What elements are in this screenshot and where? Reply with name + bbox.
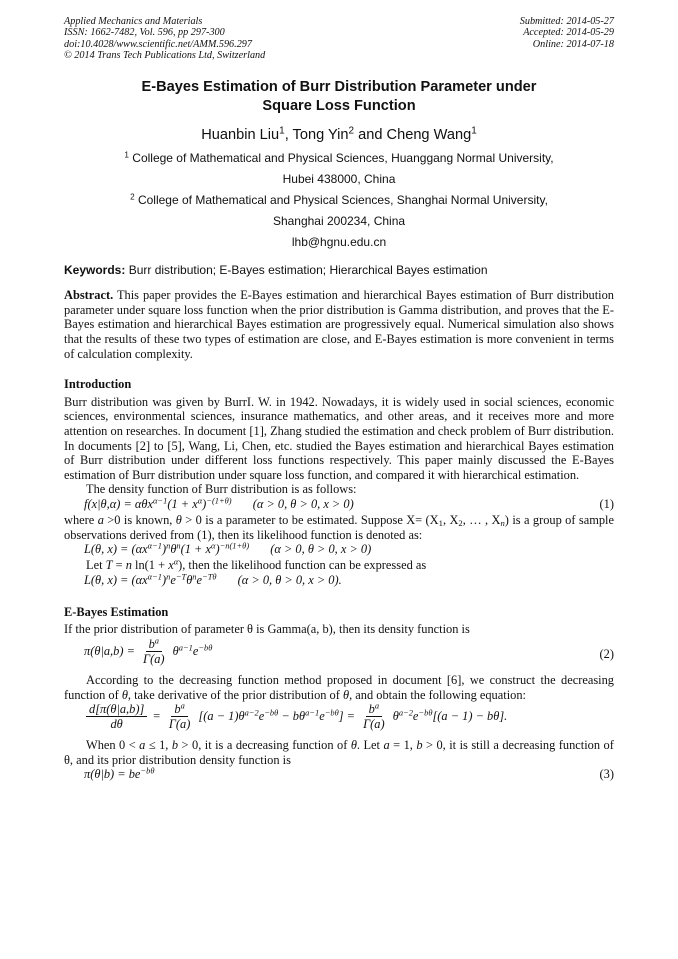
- affiliation-1-text: College of Mathematical and Physical Sciences, Huanggang Normal University,: [132, 150, 554, 165]
- prior-statement: If the prior distribution of parameter θ is Gamma(a, b), then its density function is: [64, 622, 470, 637]
- affiliation-2-text: College of Mathematical and Physical Sciences, Shanghai Normal University,: [137, 192, 548, 207]
- equation-1: $f(x|\theta,\alpha) = \alpha\theta x^{\alpha-1}(1 + x^\alpha)^{-(1+\theta)}$ (α > 0, θ > 0, x > 0) (1): [84, 495, 614, 511]
- author-1-affil: 1: [279, 125, 285, 137]
- affiliation-2-marker: 2: [130, 192, 135, 202]
- density-intro: The density function of Burr distribution is as follows:: [86, 482, 357, 497]
- author-2: Tong Yin: [292, 126, 349, 143]
- equation-3-number: (3): [599, 767, 614, 782]
- title-line-1: E-Bayes Estimation of Burr Distribution Parameter under: [141, 78, 537, 95]
- introduction-heading: Introduction: [64, 377, 132, 392]
- online-date: Online: 2014-07-18: [532, 38, 614, 50]
- introduction-paragraph: Burr distribution was given by BurrI. W. in 1942. Nowadays, it is widely used in social sciences, economic sciences, environmental sciences, insurance mathematics, and other areas, and it receives more and more attention on researches. In document [1], Zhang studied the estimation and check problem of Burr distribution. In documents [2] to [5], Wang, Li, Chen, etc. studied the Bayes estimation and hierarchical Bayes estimation of Burr distribution under different loss functions respectively. This paper mainly discussed the E-Bayes estimation of Burr distribution under square loss function, and compared it with hierarchical estimation.: [64, 394, 614, 482]
- author-2-affil: 2: [348, 125, 355, 137]
- contact-email[interactable]: lhb@hgnu.edu.cn: [291, 234, 387, 249]
- abstract-label: Abstract.: [64, 288, 114, 303]
- affiliation-2-line-2: Shanghai 200234, China: [272, 213, 406, 228]
- keywords: [64, 263, 614, 278]
- journal-issn: ISSN: 1662-7482, Vol. 596, pp 297-300: [64, 27, 225, 39]
- paper-title: [104, 78, 574, 116]
- affiliation-1-line-1: [64, 148, 614, 169]
- submission-dates: [520, 16, 614, 62]
- journal-doi: doi:10.4028/www.scientific.net/AMM.596.297: [64, 38, 252, 50]
- author-3: Cheng Wang: [386, 126, 472, 143]
- derivative-equation: $\frac{d[\pi(\theta|a,b)]}{d\theta}$ = $\frac{b^a}{\Gamma(a)}$ $[(a - 1)\theta^{a-2}e^{-b\theta} - b\theta^{a-1}e^{-b\theta}]$ = $\frac{b^a}{\Gamma(a)}$ $\theta^{a-2}e^{-b\theta}[(a - 1) - b\theta]$.: [64, 702, 614, 738]
- keywords-label: Keywords:: [64, 262, 126, 277]
- abstract-text: This paper provides the E-Bayes estimation and hierarchical Bayes estimation of Burr distribution parameter under square loss function when the prior distribution is Gamma distribution, and proves that the E-Bayes estimation and hierarchical Bayes estimation are progressively equal. Numerical simulation also shows that the results of these two types of estimation are close, and E-Bayes estimation is more convenient in terms of calculation complexity.: [64, 288, 614, 361]
- affiliation-1-marker: 1: [124, 150, 129, 160]
- title-line-2: Square Loss Function: [262, 97, 416, 114]
- abstract: [64, 288, 614, 361]
- affiliation-2-line-1: [64, 190, 614, 211]
- accepted-date: Accepted: 2014-05-29: [523, 27, 614, 39]
- journal-info: [64, 16, 265, 62]
- transform-statement: Let T = n $\ln(1 + x^\alpha)$, then the likelihood function can be expressed as: [86, 556, 427, 573]
- likelihood-equation: L(θ, $x) = (\alpha x^{\alpha-1})^n\theta^n(1 + x^\alpha)^{-n(1+\theta)}$ (α > 0, θ > 0, x > 0): [84, 540, 372, 557]
- affiliation-1-line-2: Hubei 438000, China: [282, 171, 396, 186]
- equation-3: $\pi(\theta|b) = be^{-b\theta}$ (3): [84, 765, 614, 782]
- journal-copyright: © 2014 Trans Tech Publications Ltd, Switzerland: [64, 50, 266, 62]
- journal-header: [64, 16, 614, 62]
- journal-name: Applied Mechanics and Materials: [64, 16, 203, 27]
- author-3-affil: 1: [471, 125, 477, 137]
- equation-2-number: (2): [599, 646, 614, 661]
- author-and: and: [358, 126, 383, 143]
- keywords-text: Burr distribution; E-Bayes estimation; Hierarchical Bayes estimation: [128, 262, 488, 277]
- decreasing-condition: When 0 < a ≤ 1, b > 0, it is a decreasing function of θ. Let a = 1, b > 0, it is still a decreasing function of θ, and its prior distribution density function is: [64, 738, 614, 767]
- author-1: Huanbin Liu: [201, 126, 280, 143]
- ebayes-heading: E-Bayes Estimation: [64, 604, 169, 619]
- likelihood-simplified: L(θ, $x) = (\alpha x^{\alpha-1})^ne^{-T}\theta^ne^{-T\theta}$ (α > 0, θ > 0, x > 0).: [84, 571, 342, 587]
- likelihood-intro: where a >0 is known, θ > 0 is a parameter to be estimated. Suppose $X= (X_1$, $X_2$, … , $X_n$) is a group of sample observations derived from (1), then its likelihood function is denoted as:: [64, 512, 614, 542]
- equation-2: π(θ|a,b) = $\frac{b^a}{\Gamma(a)}$ $\theta^{a-1}e^{-b\theta}$ (2): [84, 635, 614, 666]
- author-list: Huanbin Liu$^1$, Tong Yin$^2$ and Cheng Wang$^1$: [201, 125, 477, 143]
- equation-1-number: (1): [599, 496, 614, 511]
- decreasing-function-paragraph: According to the decreasing function method proposed in document [6], we construct the decreasing function of θ, take derivative of the prior distribution of θ, and obtain the following equation:: [64, 672, 614, 702]
- submitted-date: Submitted: 2014-05-27: [519, 16, 614, 27]
